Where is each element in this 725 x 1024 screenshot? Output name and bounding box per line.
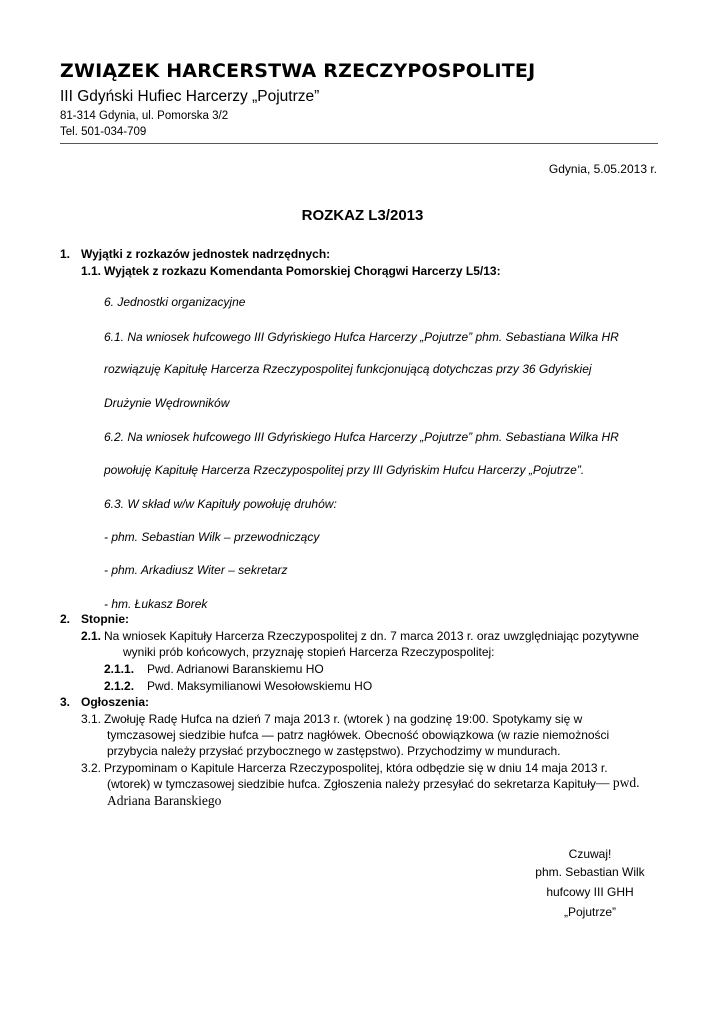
announcement-line: Zwołuję Radę Hufca na dzień 7 maja 2013 r. (wtorek ) na godzinę 19:00. Spotykamy się w [104,712,583,726]
address: 81-314 Gdynia, ul. Pomorska 3/2 [60,110,229,122]
document-title: ROZKAZ L3/2013 [301,207,424,224]
announcement-line: przybycia należy przysłać przybocznego w zastępstwo). Przychodzimy w mundurach. [107,744,561,758]
section-2-1-text: Na wniosek Kapituły Harcerza Rzeczypospolitej z dn. 7 marca 2013 r. oraz uwzględniając pozytywne [104,629,639,643]
excerpt-line: 6.2. Na wniosek hufcowego III Gdyńskiego Hufca Harcerzy „Pojutrze” phm. Sebastiana Wilka HR [104,430,619,444]
signature-name: phm. Sebastian Wilk [535,865,645,879]
unit-name: III Gdyński Hufiec Harcerzy „Pojutrze” [60,88,320,105]
section-3-number: 3. [60,695,71,709]
signature-unit: „Pojutrze” [563,905,616,919]
announcement-tail: — pwd. [596,775,640,790]
excerpt-line: rozwiązuję Kapitułę Harcerza Rzeczypospolitej funkcjonującą dotychczas przy 36 Gdyńskiej [104,362,592,376]
excerpt-line: 6. Jednostki organizacyjne [104,295,246,309]
announcement-line: Adriana Baranskiego [107,793,222,808]
signature-role: hufcowy III GHH [546,885,634,899]
section-2-1-text-cont: wyniki prób końcowych, przyznaję stopień Harcerza Rzeczypospolitej: [123,645,495,659]
item-number: 2.1.1. [104,662,135,676]
item-number: 2.1.2. [104,679,135,693]
signature-greeting: Czuwaj! [568,847,612,861]
excerpt-line: - hm. Łukasz Borek [104,597,208,611]
section-1-number: 1. [60,247,71,261]
announcement-line: Przypominam o Kapitule Harcerza Rzeczypospolitej, która odbędzie się w dniu 14 maja 2013 r. [104,761,608,775]
section-2-1-number: 2.1. [81,629,102,643]
excerpt-line: 6.1. Na wniosek hufcowego III Gdyńskiego Hufca Harcerzy „Pojutrze” phm. Sebastiana Wilka HR [104,330,619,344]
section-1-heading: Wyjątki z rozkazów jednostek nadrzędnych: [81,247,331,261]
excerpt-line: 6.3. W skład w/w Kapituły powołuję druhów: [104,497,337,511]
excerpt-line: powołuję Kapitułę Harcerza Rzeczypospolitej przy III Gdyńskim Hufcu Harcerzy „Pojutrze”. [104,463,585,477]
section-3-2-number: 3.2. [81,761,102,775]
section-3-1-number: 3.1. [81,712,102,726]
announcement-line: tymczasowej siedzibie hufca — patrz nagłówek. Obecność obowiązkowa (w razie niemożności [107,728,610,742]
announcement-line: (wtorek) w tymczasowej siedzibie hufca. Zgłoszenia należy przesyłać do sekretarza Kapituły [107,777,596,791]
item-text: Pwd. Maksymilianowi Wesołowskiemu HO [147,679,373,693]
item-text: Pwd. Adrianowi Baranskiemu HO [147,662,324,676]
section-1-1-number: 1.1. [81,264,102,278]
organization-name: ZWIĄZEK HARCERSTWA RZECZYPOSPOLITEJ [60,60,536,82]
place-date: Gdynia, 5.05.2013 r. [548,162,657,176]
section-2-number: 2. [60,612,71,626]
excerpt-line: Drużynie Wędrowników [104,396,230,410]
header-divider [60,143,658,144]
section-1-1-heading: Wyjątek z rozkazu Komendanta Pomorskiej Chorągwi Harcerzy L5/13: [104,264,501,278]
phone: Tel. 501-034-709 [60,126,147,138]
section-3-heading: Ogłoszenia: [81,695,150,709]
section-2-heading: Stopnie: [81,612,129,626]
excerpt-line: - phm. Sebastian Wilk – przewodniczący [104,530,320,544]
excerpt-line: - phm. Arkadiusz Witer – sekretarz [104,563,288,577]
